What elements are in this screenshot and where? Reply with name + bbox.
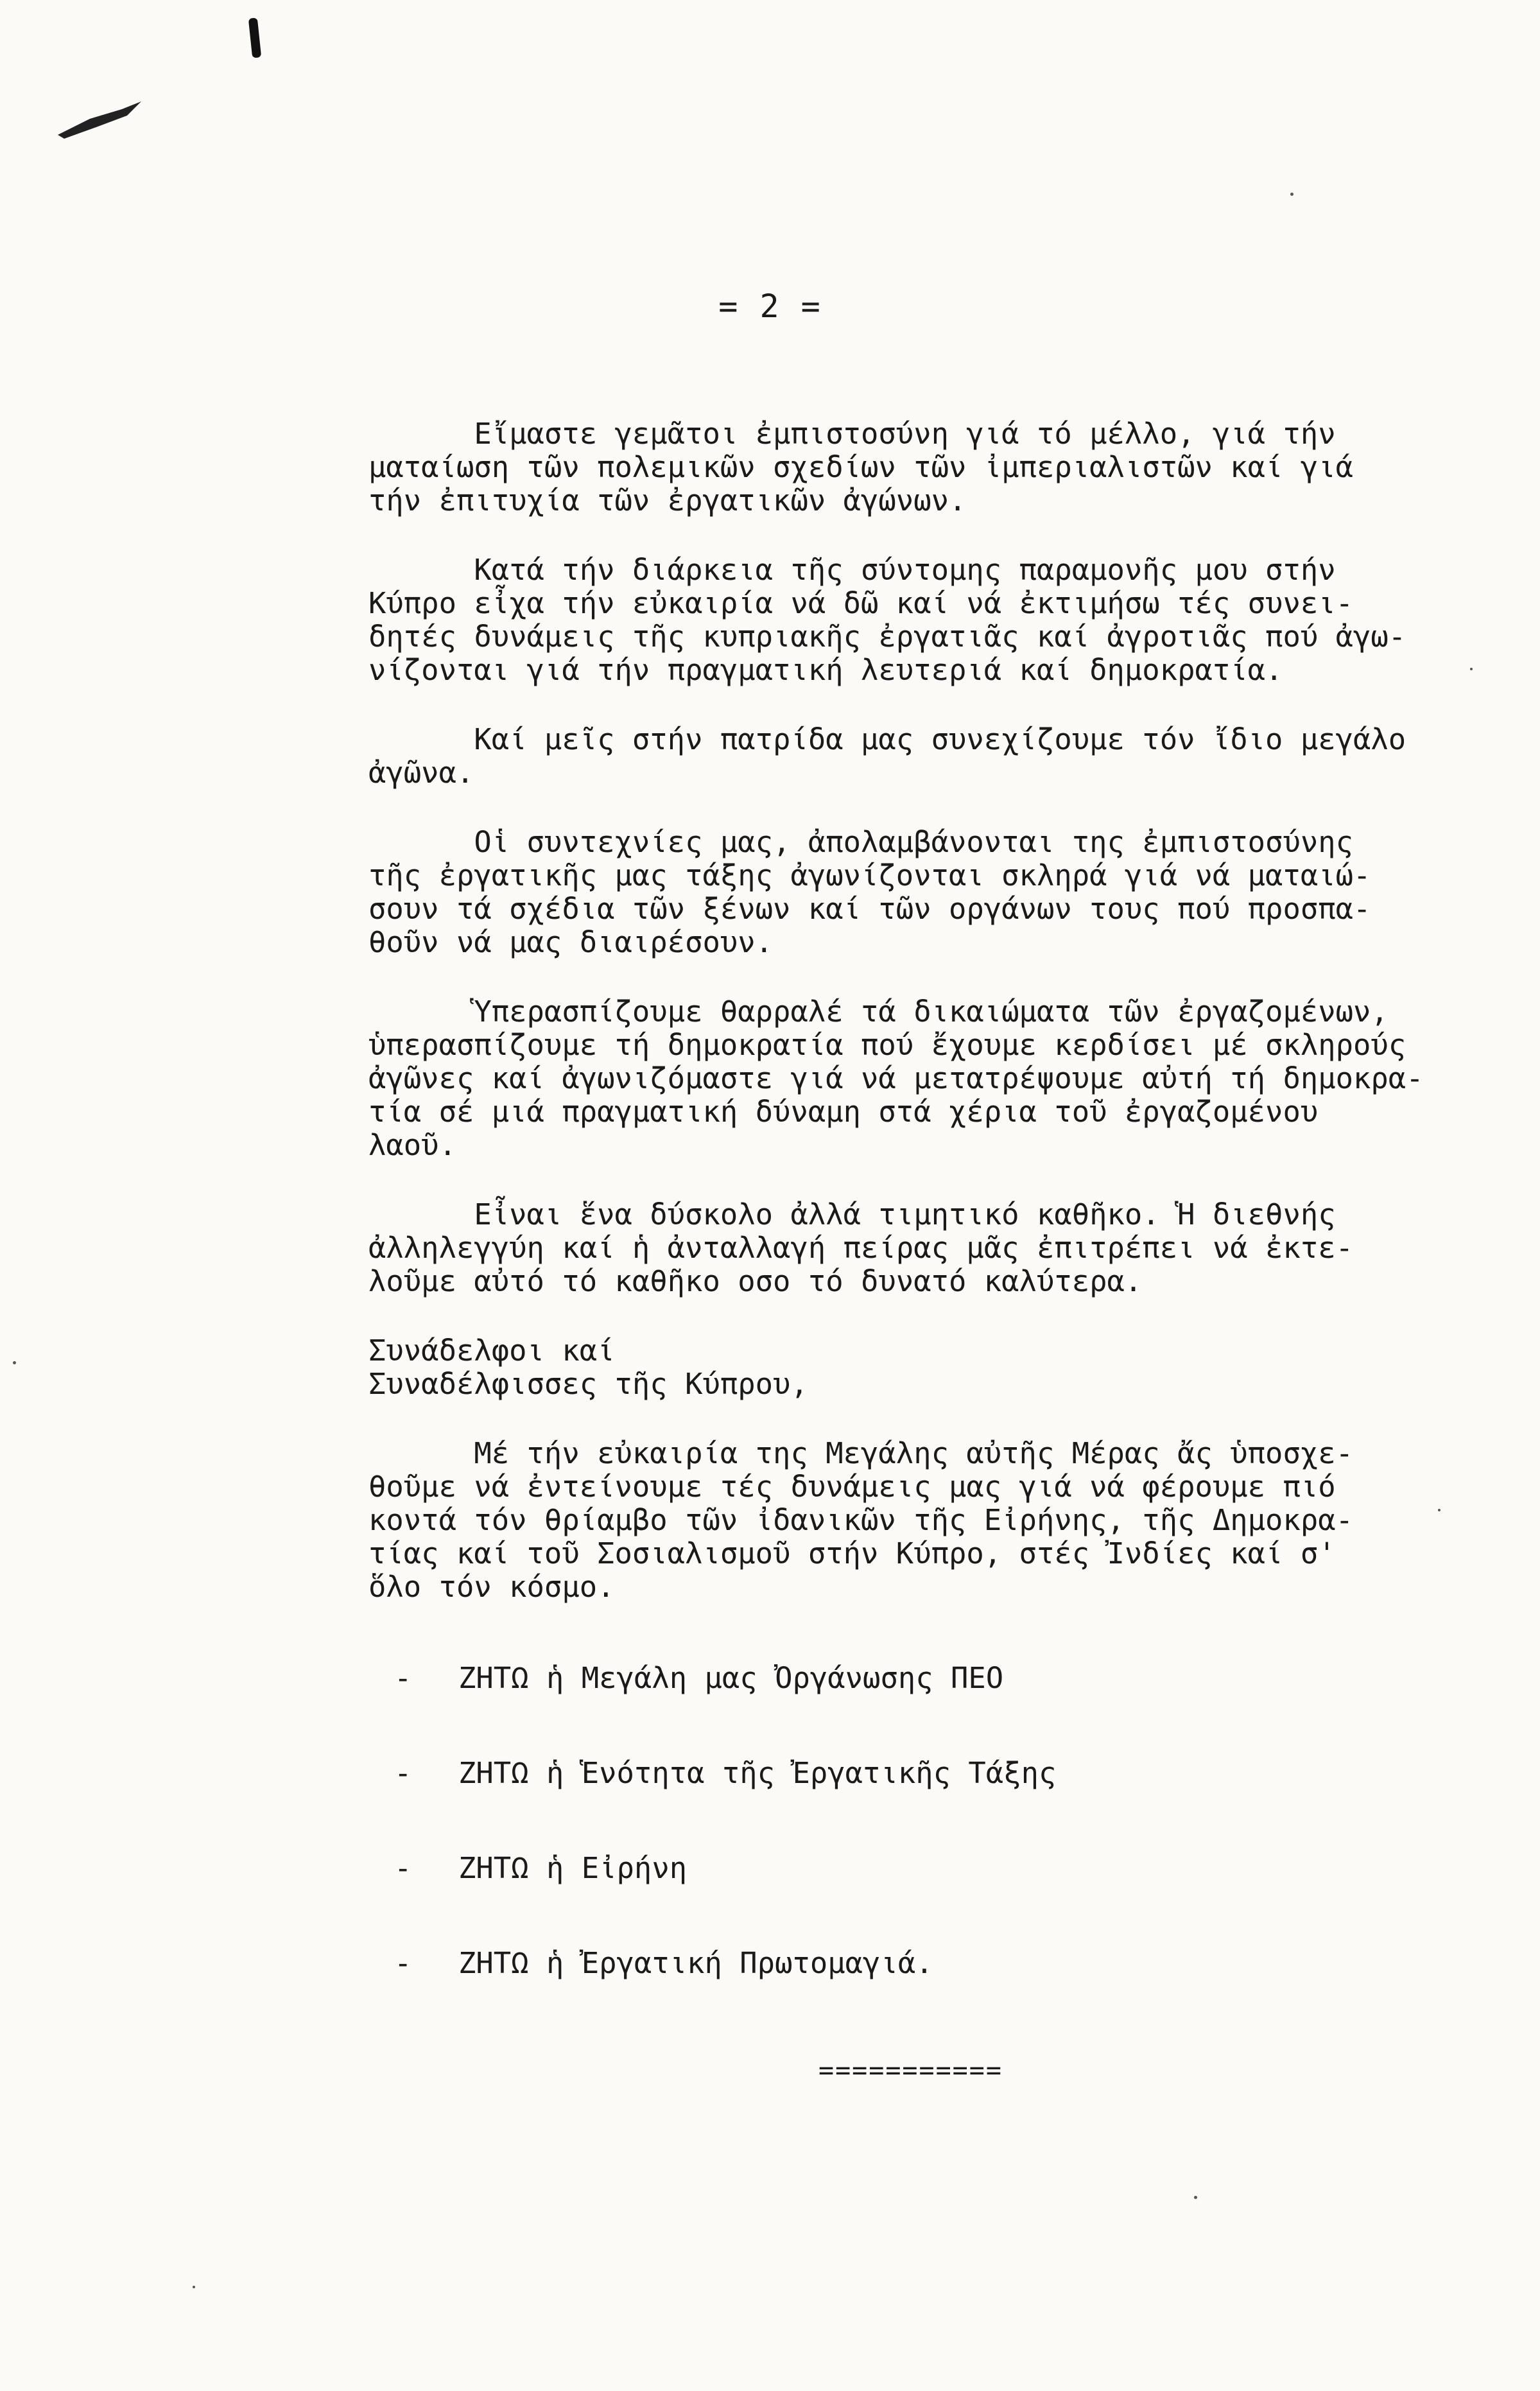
slogan-text: ΖΗΤΩ ἡ Ἑνότητα τῆς Ἐργατικῆς Τάξης bbox=[458, 1756, 1057, 1790]
salutation-line-2: Συναδέλφισσες τῆς Κύπρου, bbox=[368, 1367, 808, 1401]
slogan-dash: - bbox=[394, 1946, 412, 1980]
slogan-list bbox=[368, 1662, 1460, 2042]
slogan-dash: - bbox=[394, 1661, 412, 1695]
paper-speck bbox=[1290, 193, 1293, 196]
closing-rule: =========== bbox=[818, 2056, 1003, 2085]
paragraph-3: Καί μεῖς στήν πατρίδα μας συνεχίζουμε τόν ἴδιο μεγάλο ἀγῶνα. bbox=[368, 722, 1406, 790]
paper-speck bbox=[1438, 1509, 1441, 1511]
slogan-item bbox=[368, 1757, 1460, 1852]
paper-speck bbox=[1470, 668, 1473, 670]
slogan-text: ΖΗΤΩ ἡ Ἐργατική Πρωτομαγιά. bbox=[458, 1946, 933, 1980]
paragraph-5: Ὑπερασπίζουμε θαρραλέ τά δικαιώματα τῶν ἐργαζομένων, ὑπερασπίζουμε τή δημοκρατία πού ἔχουμε κερδίσει μέ σκληρούς ἀγῶνες καί ἀγωνιζόμαστε γιά νά μετατρέψουμε αὐτή τή δημοκρα- τία σέ μιά πραγματική δύναμη στά χέρια τοῦ ἐργαζομένου λαοῦ. bbox=[368, 995, 1424, 1162]
slogan-dash: - bbox=[394, 1851, 412, 1885]
paragraph-4: Οἱ συντεχνίες μας, ἀπολαμβάνονται της ἐμπιστοσύνης τῆς ἐργατικῆς μας τάξης ἀγωνίζονται σκληρά γιά νά ματαιώ- σουν τά σχέδια τῶν ξένων καί τῶν οργάνων τους πού προσπα- θοῦν νά μας διαιρέσουν. bbox=[368, 825, 1371, 959]
salutation-line-1: Συνάδελφοι καί bbox=[368, 1334, 615, 1368]
page-number: = 2 = bbox=[718, 288, 822, 325]
ink-mark bbox=[248, 17, 261, 58]
salutation bbox=[368, 1334, 1460, 1401]
ink-smudge bbox=[51, 96, 148, 141]
paper-speck bbox=[193, 2286, 195, 2288]
paragraph-2: Κατά τήν διάρκεια τῆς σύντομης παραμονῆς μου στήν Κύπρο εἶχα τήν εὐκαιρία νά δῶ καί νά ἐκτιμήσω τές συνει- δητές δυνάμεις τῆς κυπριακῆς ἐργατιᾶς καί ἀγροτιᾶς πού ἀγω- νίζονται γιά τήν πραγματική λευτεριά καί δημοκρατία. bbox=[368, 553, 1406, 687]
slogan-dash: - bbox=[394, 1756, 412, 1790]
paragraph-6: Εἶναι ἕνα δύσκολο ἀλλά τιμητικό καθῆκο. Ἡ διεθνής ἀλληλεγγύη καί ἡ ἀνταλλαγή πείρας μᾶς ἐπιτρέπει νά ἐκτε- λοῦμε αὐτό τό καθῆκο οσο τό δυνατό καλύτερα. bbox=[368, 1197, 1354, 1298]
slogan-item bbox=[368, 1662, 1460, 1757]
slogan-text: ΖΗΤΩ ἡ Εἰρήνη bbox=[458, 1851, 688, 1885]
slogan-item bbox=[368, 1947, 1460, 2042]
letter-body bbox=[368, 417, 1460, 2042]
paragraph-1: Εἴμαστε γεμᾶτοι ἐμπιστοσύνη γιά τό μέλλο, γιά τήν ματαίωση τῶν πολεμικῶν σχεδίων τῶν ἰμπεριαλιστῶν καί γιά τήν ἐπιτυχία τῶν ἐργατικῶν ἀγώνων. bbox=[368, 417, 1354, 517]
paper-speck bbox=[1194, 2196, 1197, 2199]
slogan-text: ΖΗΤΩ ἡ Μεγάλη μας Ὀργάνωσης ΠΕΟ bbox=[458, 1661, 1004, 1695]
paper-speck bbox=[13, 1361, 16, 1364]
closing-paragraph: Μέ τήν εὐκαιρία της Μεγάλης αὐτῆς Μέρας ἄς ὑποσχε- θοῦμε νά ἐντείνουμε τές δυνάμεις μας γιά νά φέρουμε πιό κοντά τόν θρίαμβο τῶν ἰδανικῶν τῆς Εἰρήνης, τῆς Δημοκρα- τίας καί τοῦ Σοσιαλισμοῦ στήν Κύπρο, στές Ἰνδίες καί σ' ὅλο τόν κόσμο. bbox=[368, 1436, 1354, 1604]
slogan-item bbox=[368, 1852, 1460, 1947]
